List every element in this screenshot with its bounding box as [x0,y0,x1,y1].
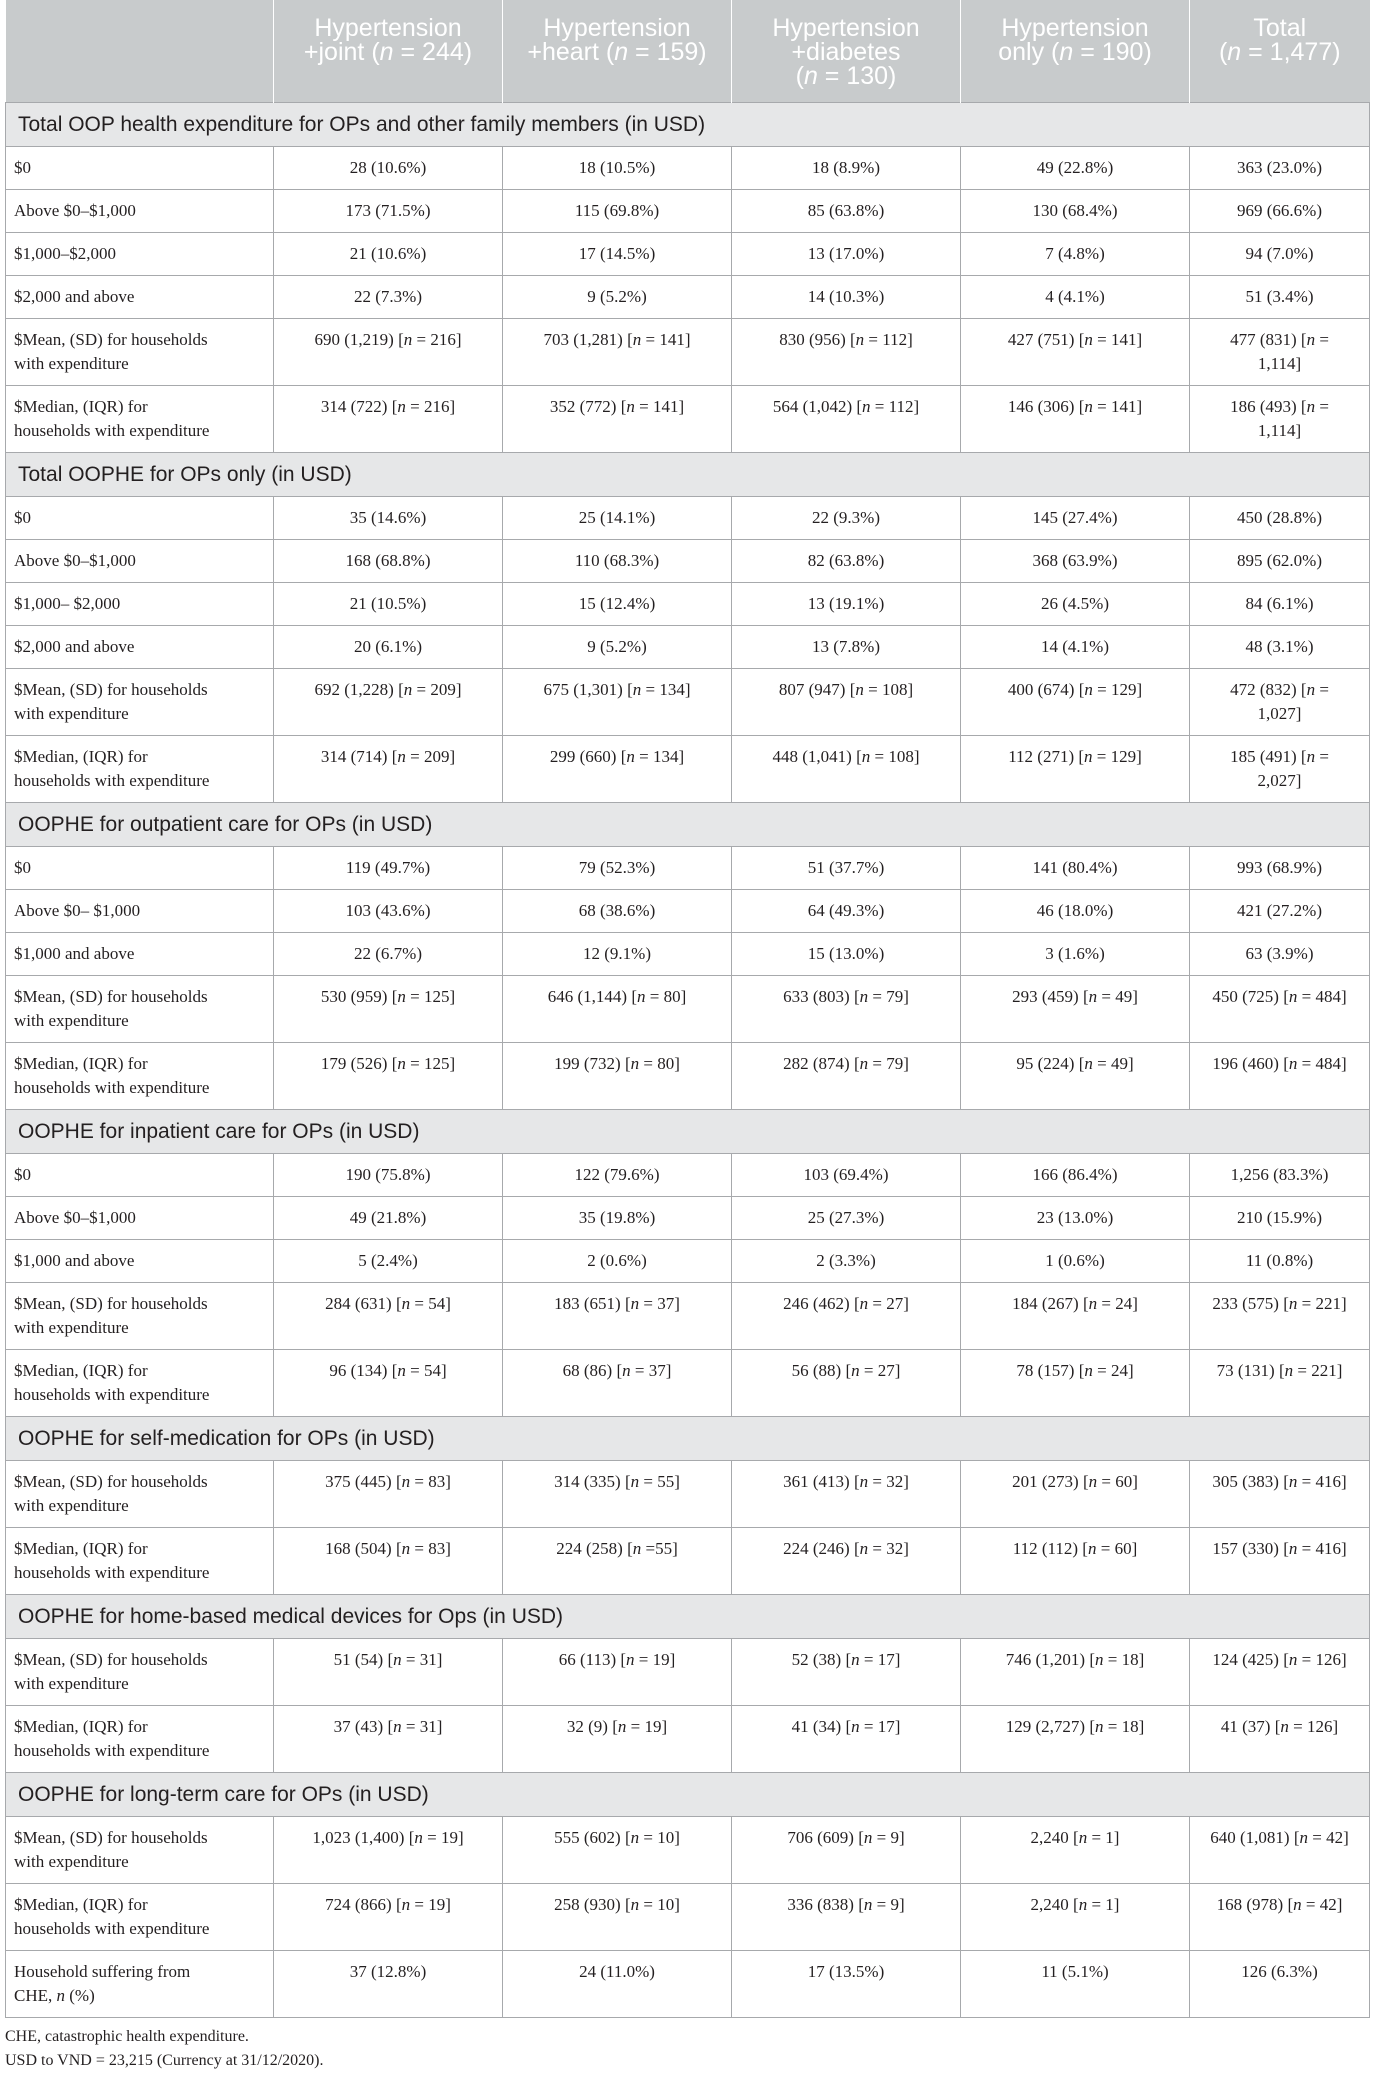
table-cell: 52 (38) [n = 17] [732,1639,961,1706]
table-cell: 17 (14.5%) [503,233,732,276]
table-row [6,1461,1370,1528]
row-label-line: Household suffering from [14,1962,191,1981]
table-cell: 15 (12.4%) [503,583,732,626]
table-cell: 115 (69.8%) [503,190,732,233]
row-label [6,669,274,736]
table-cell: 190 (75.8%) [274,1154,503,1197]
row-label-line: $Mean, (SD) for households [14,1650,208,1669]
row-label-line: with expenditure [14,1011,129,1030]
table-cell: 1 (0.6%) [961,1240,1190,1283]
row-label-line: $0 [14,158,31,177]
table-cell: 51 (3.4%) [1190,276,1370,319]
table-cell: 3 (1.6%) [961,933,1190,976]
table-cell: 368 (63.9%) [961,540,1190,583]
row-label-line: CHE, n (%) [14,1986,95,2005]
table-cell: 95 (224) [n = 49] [961,1043,1190,1110]
row-label [6,190,274,233]
section-header-row [6,1595,1370,1639]
row-label [6,1240,274,1283]
row-label-line: with expenditure [14,1852,129,1871]
table-cell: 35 (19.8%) [503,1197,732,1240]
table-row [6,1197,1370,1240]
row-label [6,1197,274,1240]
row-label-line: $0 [14,858,31,877]
table-cell: 46 (18.0%) [961,890,1190,933]
table-cell: 400 (674) [n = 129] [961,669,1190,736]
row-label-line: $0 [14,1165,31,1184]
row-label [6,1461,274,1528]
row-label [6,276,274,319]
table-cell: 21 (10.6%) [274,233,503,276]
table-cell: 993 (68.9%) [1190,847,1370,890]
section-header-row [6,1417,1370,1461]
row-label-line: Above $0–$1,000 [14,1208,136,1227]
table-cell: 73 (131) [n = 221] [1190,1350,1370,1417]
table-cell: 23 (13.0%) [961,1197,1190,1240]
row-label-line: $Mean, (SD) for households [14,330,208,349]
table-cell: 84 (6.1%) [1190,583,1370,626]
row-label-line: $1,000–$2,000 [14,244,116,263]
row-label-line: households with expenditure [14,1919,210,1938]
row-label-line: $Mean, (SD) for households [14,1828,208,1847]
table-cell: 450 (725) [n = 484] [1190,976,1370,1043]
table-cell: 724 (866) [n = 19] [274,1884,503,1951]
table-cell: 564 (1,042) [n = 112] [732,386,961,453]
table-cell: 49 (21.8%) [274,1197,503,1240]
table-cell: 830 (956) [n = 112] [732,319,961,386]
header-row [6,0,1370,103]
row-label-line: $Median, (IQR) for [14,1895,148,1914]
table-cell: 530 (959) [n = 125] [274,976,503,1043]
row-label-line: with expenditure [14,1496,129,1515]
table-row [6,583,1370,626]
table-cell: 168 (68.8%) [274,540,503,583]
table-row [6,669,1370,736]
table-cell: 258 (930) [n = 10] [503,1884,732,1951]
table-cell: 168 (504) [n = 83] [274,1528,503,1595]
table-cell: 119 (49.7%) [274,847,503,890]
table-row [6,847,1370,890]
row-label [6,933,274,976]
table-cell: 703 (1,281) [n = 141] [503,319,732,386]
table-row [6,1154,1370,1197]
table-cell: 110 (68.3%) [503,540,732,583]
table-row [6,1639,1370,1706]
table-cell: 692 (1,228) [n = 209] [274,669,503,736]
table-cell: 477 (831) [n = 1,114] [1190,319,1370,386]
table-cell: 63 (3.9%) [1190,933,1370,976]
table-cell: 103 (69.4%) [732,1154,961,1197]
row-label [6,736,274,803]
header-hypertension-heart: Hypertension +heart (n = 159) [503,0,732,103]
table-row [6,890,1370,933]
row-label [6,1817,274,1884]
table-cell: 186 (493) [n = 1,114] [1190,386,1370,453]
row-label-line: households with expenditure [14,1385,210,1404]
table-cell: 24 (11.0%) [503,1951,732,2018]
table-cell: 472 (832) [n = 1,027] [1190,669,1370,736]
table-cell: 363 (23.0%) [1190,147,1370,190]
table-row [6,190,1370,233]
table-cell: 9 (5.2%) [503,276,732,319]
row-label-line: $Median, (IQR) for [14,747,148,766]
row-label-line: with expenditure [14,1674,129,1693]
row-label [6,890,274,933]
row-label [6,497,274,540]
table-cell: 9 (5.2%) [503,626,732,669]
table-cell: 448 (1,041) [n = 108] [732,736,961,803]
row-label-line: Above $0–$1,000 [14,201,136,220]
row-label [6,1706,274,1773]
table-cell: 173 (71.5%) [274,190,503,233]
section-header-row [6,453,1370,497]
row-label-line: $2,000 and above [14,637,135,656]
table-cell: 96 (134) [n = 54] [274,1350,503,1417]
table-cell: 210 (15.9%) [1190,1197,1370,1240]
table-row [6,736,1370,803]
row-label-line: $Mean, (SD) for households [14,1294,208,1313]
table-row [6,1706,1370,1773]
table-cell: 41 (34) [n = 17] [732,1706,961,1773]
table-cell: 282 (874) [n = 79] [732,1043,961,1110]
table-cell: 146 (306) [n = 141] [961,386,1190,453]
table-cell: 969 (66.6%) [1190,190,1370,233]
table-cell: 293 (459) [n = 49] [961,976,1190,1043]
table-cell: 361 (413) [n = 32] [732,1461,961,1528]
footnote-currency: USD to VND = 23,215 (Currency at 31/12/2020). [5,2052,324,2069]
table-cell: 746 (1,201) [n = 18] [961,1639,1190,1706]
table-row [6,319,1370,386]
header-hypertension-diabetes: Hypertension +diabetes (n = 130) [732,0,961,103]
expenditure-table-container [5,0,1369,2018]
table-cell: 179 (526) [n = 125] [274,1043,503,1110]
row-label [6,386,274,453]
table-cell: 126 (6.3%) [1190,1951,1370,2018]
section-title: OOPHE for outpatient care for OPs (in USD) [6,803,1370,847]
row-label [6,1350,274,1417]
row-label-line: $Median, (IQR) for [14,1717,148,1736]
table-row [6,1240,1370,1283]
table-cell: 17 (13.5%) [732,1951,961,2018]
row-label [6,1528,274,1595]
table-body [6,103,1370,2018]
table-row [6,1817,1370,1884]
table-cell: 690 (1,219) [n = 216] [274,319,503,386]
table-cell: 336 (838) [n = 9] [732,1884,961,1951]
table-cell: 20 (6.1%) [274,626,503,669]
table-cell: 675 (1,301) [n = 134] [503,669,732,736]
row-label-line: Above $0–$1,000 [14,551,136,570]
row-label-line: $1,000– $2,000 [14,594,121,613]
table-row [6,386,1370,453]
row-label-line: $Median, (IQR) for [14,397,148,416]
row-label-line: $Mean, (SD) for households [14,1472,208,1491]
table-cell: 124 (425) [n = 126] [1190,1639,1370,1706]
table-cell: 11 (0.8%) [1190,1240,1370,1283]
table-cell: 48 (3.1%) [1190,626,1370,669]
table-cell: 199 (732) [n = 80] [503,1043,732,1110]
table-cell: 129 (2,727) [n = 18] [961,1706,1190,1773]
table-cell: 11 (5.1%) [961,1951,1190,2018]
table-row [6,1951,1370,2018]
row-label-line: households with expenditure [14,421,210,440]
row-label-line: with expenditure [14,354,129,373]
row-label [6,1283,274,1350]
table-cell: 2 (3.3%) [732,1240,961,1283]
table-cell: 14 (4.1%) [961,626,1190,669]
table-cell: 12 (9.1%) [503,933,732,976]
table-cell: 895 (62.0%) [1190,540,1370,583]
table-row [6,1350,1370,1417]
table-cell: 168 (978) [n = 42] [1190,1884,1370,1951]
table-cell: 183 (651) [n = 37] [503,1283,732,1350]
table-cell: 122 (79.6%) [503,1154,732,1197]
table-row [6,626,1370,669]
table-cell: 646 (1,144) [n = 80] [503,976,732,1043]
table-cell: 640 (1,081) [n = 42] [1190,1817,1370,1884]
table-cell: 305 (383) [n = 416] [1190,1461,1370,1528]
table-cell: 224 (258) [n =55] [503,1528,732,1595]
header-total: Total (n = 1,477) [1190,0,1370,103]
footnotes [5,2025,323,2073]
row-label-line: $Median, (IQR) for [14,1539,148,1558]
table-cell: 37 (43) [n = 31] [274,1706,503,1773]
table-cell: 450 (28.8%) [1190,497,1370,540]
header-blank [6,0,274,103]
table-cell: 184 (267) [n = 24] [961,1283,1190,1350]
row-label-line: $Mean, (SD) for households [14,987,208,1006]
row-label [6,1951,274,2018]
table-cell: 2,240 [n = 1] [961,1817,1190,1884]
section-title: OOPHE for long-term care for OPs (in USD) [6,1773,1370,1817]
table-cell: 13 (19.1%) [732,583,961,626]
table-row [6,276,1370,319]
row-label [6,583,274,626]
row-label-line: $Median, (IQR) for [14,1054,148,1073]
table-cell: 2,240 [n = 1] [961,1884,1190,1951]
row-label [6,233,274,276]
row-label-line: households with expenditure [14,771,210,790]
table-cell: 25 (27.3%) [732,1197,961,1240]
table-row [6,147,1370,190]
row-label-line: $Median, (IQR) for [14,1361,148,1380]
table-cell: 94 (7.0%) [1190,233,1370,276]
header-hypertension-only: Hypertension only (n = 190) [961,0,1190,103]
section-title: Total OOP health expenditure for OPs and other family members (in USD) [6,103,1370,147]
row-label [6,1154,274,1197]
table-cell: 196 (460) [n = 484] [1190,1043,1370,1110]
row-label-line: households with expenditure [14,1078,210,1097]
table-cell: 37 (12.8%) [274,1951,503,2018]
table-cell: 18 (8.9%) [732,147,961,190]
table-cell: 112 (271) [n = 129] [961,736,1190,803]
table-cell: 4 (4.1%) [961,276,1190,319]
table-cell: 26 (4.5%) [961,583,1190,626]
row-label-line: $0 [14,508,31,527]
table-cell: 25 (14.1%) [503,497,732,540]
table-row [6,540,1370,583]
table-cell: 56 (88) [n = 27] [732,1350,961,1417]
header-hypertension-joint: Hypertension +joint (n = 244) [274,0,503,103]
table-cell: 5 (2.4%) [274,1240,503,1283]
section-header-row [6,103,1370,147]
table-row [6,1528,1370,1595]
row-label-line: $2,000 and above [14,287,135,306]
table-cell: 427 (751) [n = 141] [961,319,1190,386]
table-cell: 112 (112) [n = 60] [961,1528,1190,1595]
row-label-line: Above $0– $1,000 [14,901,141,920]
row-label-line: households with expenditure [14,1563,210,1582]
table-cell: 807 (947) [n = 108] [732,669,961,736]
table-cell: 314 (722) [n = 216] [274,386,503,453]
table-cell: 68 (38.6%) [503,890,732,933]
table-header [6,0,1370,103]
table-cell: 157 (330) [n = 416] [1190,1528,1370,1595]
table-cell: 555 (602) [n = 10] [503,1817,732,1884]
section-title: OOPHE for home-based medical devices for Ops (in USD) [6,1595,1370,1639]
row-label-line: $1,000 and above [14,944,135,963]
row-label [6,976,274,1043]
row-label [6,1043,274,1110]
section-title: OOPHE for self-medication for OPs (in USD) [6,1417,1370,1461]
table-cell: 51 (37.7%) [732,847,961,890]
table-cell: 13 (17.0%) [732,233,961,276]
row-label-line: $1,000 and above [14,1251,135,1270]
table-cell: 64 (49.3%) [732,890,961,933]
table-cell: 706 (609) [n = 9] [732,1817,961,1884]
table-row [6,976,1370,1043]
table-cell: 41 (37) [n = 126] [1190,1706,1370,1773]
table-row [6,233,1370,276]
table-cell: 314 (714) [n = 209] [274,736,503,803]
section-header-row [6,1110,1370,1154]
table-row [6,1283,1370,1350]
table-cell: 421 (27.2%) [1190,890,1370,933]
table-cell: 78 (157) [n = 24] [961,1350,1190,1417]
table-cell: 201 (273) [n = 60] [961,1461,1190,1528]
table-cell: 22 (9.3%) [732,497,961,540]
table-cell: 314 (335) [n = 55] [503,1461,732,1528]
table-cell: 85 (63.8%) [732,190,961,233]
row-label [6,1639,274,1706]
table-cell: 66 (113) [n = 19] [503,1639,732,1706]
table-cell: 15 (13.0%) [732,933,961,976]
row-label [6,626,274,669]
table-row [6,1043,1370,1110]
table-cell: 2 (0.6%) [503,1240,732,1283]
table-cell: 284 (631) [n = 54] [274,1283,503,1350]
table-cell: 28 (10.6%) [274,147,503,190]
table-cell: 1,023 (1,400) [n = 19] [274,1817,503,1884]
table-row [6,1884,1370,1951]
row-label [6,1884,274,1951]
table-cell: 18 (10.5%) [503,147,732,190]
table-cell: 299 (660) [n = 134] [503,736,732,803]
section-header-row [6,803,1370,847]
row-label-line: households with expenditure [14,1741,210,1760]
table-cell: 633 (803) [n = 79] [732,976,961,1043]
table-cell: 68 (86) [n = 37] [503,1350,732,1417]
table-cell: 352 (772) [n = 141] [503,386,732,453]
table-cell: 224 (246) [n = 32] [732,1528,961,1595]
table-cell: 14 (10.3%) [732,276,961,319]
table-cell: 141 (80.4%) [961,847,1190,890]
footnote-che: CHE, catastrophic health expenditure. [5,2028,249,2045]
row-label [6,147,274,190]
row-label-line: with expenditure [14,1318,129,1337]
row-label [6,540,274,583]
row-label-line: $Mean, (SD) for households [14,680,208,699]
table-cell: 21 (10.5%) [274,583,503,626]
table-cell: 130 (68.4%) [961,190,1190,233]
table-cell: 82 (63.8%) [732,540,961,583]
row-label-line: with expenditure [14,704,129,723]
table-cell: 22 (7.3%) [274,276,503,319]
table-cell: 246 (462) [n = 27] [732,1283,961,1350]
table-cell: 35 (14.6%) [274,497,503,540]
table-cell: 103 (43.6%) [274,890,503,933]
table-cell: 13 (7.8%) [732,626,961,669]
table-cell: 22 (6.7%) [274,933,503,976]
section-title: Total OOPHE for OPs only (in USD) [6,453,1370,497]
section-title: OOPHE for inpatient care for OPs (in USD) [6,1110,1370,1154]
table-cell: 51 (54) [n = 31] [274,1639,503,1706]
table-cell: 166 (86.4%) [961,1154,1190,1197]
row-label [6,319,274,386]
table-row [6,497,1370,540]
section-header-row [6,1773,1370,1817]
table-cell: 7 (4.8%) [961,233,1190,276]
table-cell: 145 (27.4%) [961,497,1190,540]
table-cell: 79 (52.3%) [503,847,732,890]
table-row [6,933,1370,976]
table-cell: 375 (445) [n = 83] [274,1461,503,1528]
table-cell: 32 (9) [n = 19] [503,1706,732,1773]
table-cell: 49 (22.8%) [961,147,1190,190]
row-label [6,847,274,890]
table-cell: 233 (575) [n = 221] [1190,1283,1370,1350]
table-cell: 185 (491) [n = 2,027] [1190,736,1370,803]
table-cell: 1,256 (83.3%) [1190,1154,1370,1197]
expenditure-table [5,0,1370,2018]
